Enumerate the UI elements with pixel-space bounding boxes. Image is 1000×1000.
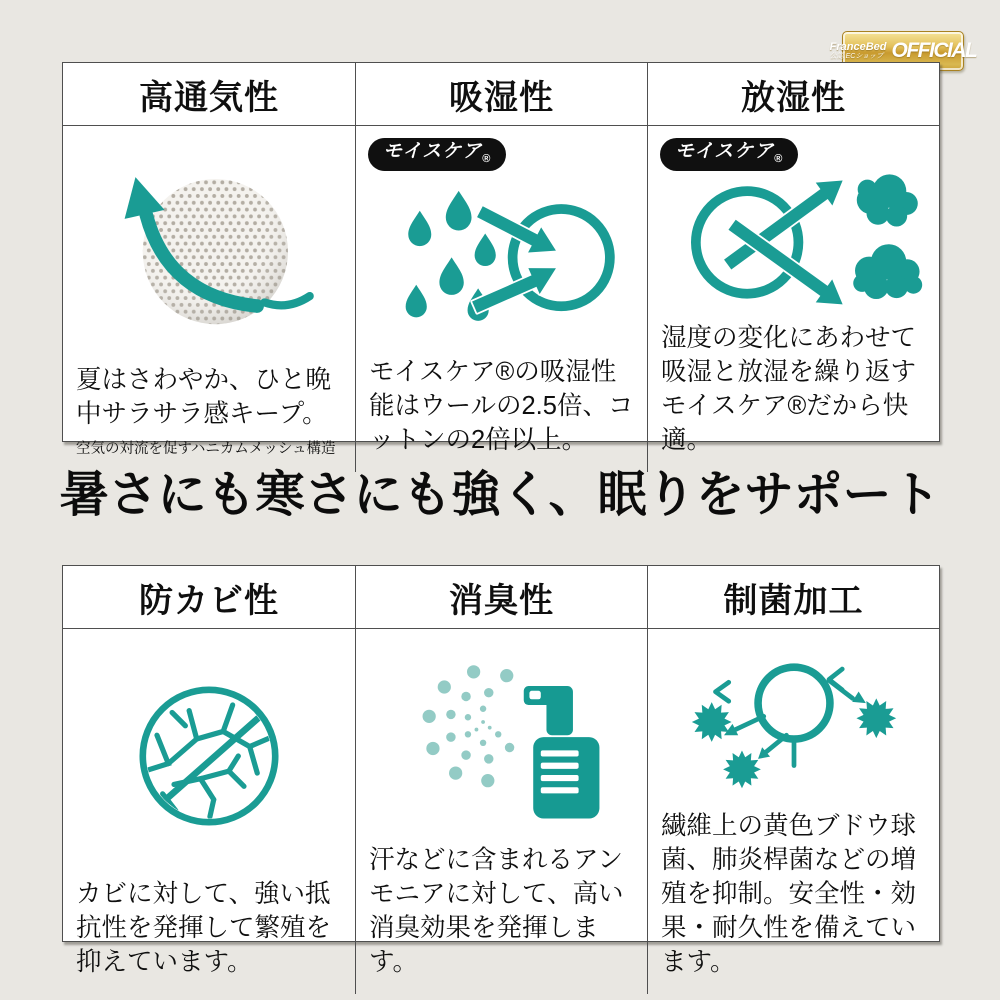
card-text: 湿度の変化にあわせて吸湿と放湿を繰り返すモイスケア®だから快適。 bbox=[661, 324, 917, 454]
card-text: 繊維上の黄色ブドウ球菌、肺炎桿菌などの増殖を抑制。安全性・効果・耐久性を備えています。 bbox=[661, 812, 917, 976]
card-antibacterial bbox=[647, 566, 939, 994]
card-title: 制菌加工 bbox=[648, 566, 939, 629]
card-deodorize bbox=[355, 566, 647, 994]
card-text: 汗などに含まれるアンモニアに対して、高い消臭効果を発揮します。 bbox=[369, 845, 624, 976]
card-title: 防カビ性 bbox=[63, 566, 355, 629]
antibacterial-icon bbox=[666, 635, 922, 810]
card-text: 夏はさわやか、ひと晩中サラサラ感キープ。 bbox=[76, 365, 332, 428]
badge-brand-block bbox=[830, 42, 887, 61]
card-title: 放湿性 bbox=[648, 63, 939, 126]
card-moisture-release bbox=[647, 63, 939, 472]
mesh-breathability-icon bbox=[77, 159, 341, 336]
card-title: 高通気性 bbox=[63, 63, 355, 126]
steam-cloud-lower bbox=[853, 244, 922, 299]
repel-arrows bbox=[715, 669, 852, 765]
feature-table-top bbox=[62, 62, 940, 457]
badge-brand-text: FranceBed bbox=[829, 40, 887, 53]
card-title: 吸湿性 bbox=[356, 63, 647, 126]
card-title: 消臭性 bbox=[356, 566, 647, 629]
card-text: カビに対して、強い抵抗性を発揮して繁殖を抑えています。 bbox=[76, 879, 332, 976]
deodorize-spray-icon bbox=[374, 652, 630, 827]
anti-mold-icon bbox=[81, 669, 337, 844]
card-subtext: 空気の対流を促すハニカムメッシュ構造 bbox=[76, 440, 336, 457]
card-moisture-absorb bbox=[355, 63, 647, 472]
card-breathability bbox=[63, 63, 355, 472]
main-headline: 暑さにも寒さにも強く、眠りをサポート bbox=[59, 467, 941, 522]
mist-dots bbox=[422, 665, 536, 787]
badge-official-text: OFFICIAL bbox=[891, 39, 977, 62]
moiscare-badge: モイスケア$_®$ bbox=[660, 138, 798, 171]
moisture-absorb-icon bbox=[370, 171, 634, 339]
feature-table-bottom bbox=[62, 565, 940, 976]
card-text: モイスケア®の吸湿性能はウールの2.5倍、コットンの2倍以上。 bbox=[369, 357, 634, 454]
card-anti-mold bbox=[63, 566, 355, 994]
badge-sub-text: 公認 ECショップ bbox=[829, 53, 884, 61]
steam-cloud-upper bbox=[856, 174, 917, 226]
moisture-release-icon bbox=[662, 154, 926, 322]
moiscare-badge: モイスケア$_®$ bbox=[368, 138, 506, 171]
